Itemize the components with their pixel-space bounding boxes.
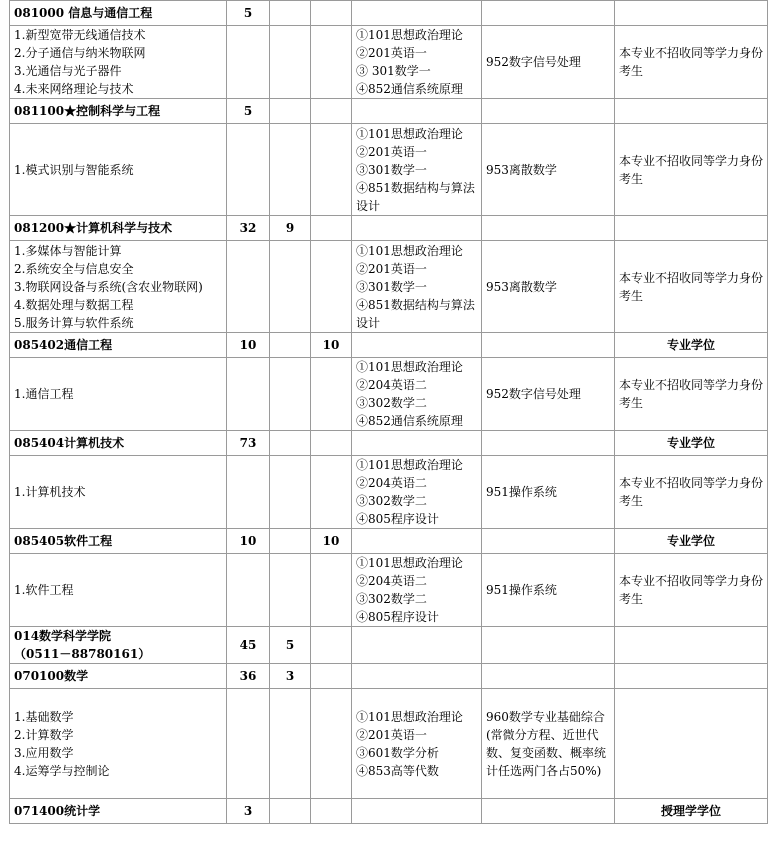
total-count-cell: 32 <box>227 216 270 241</box>
exam-subjects-cell <box>352 431 482 456</box>
exam-subjects-line: ④805程序设计 <box>356 610 439 624</box>
retest-subject-cell <box>482 99 615 124</box>
exempt-count-cell <box>270 799 311 824</box>
program-detail-row <box>10 26 768 99</box>
exam-subjects-line: ④852通信系统原理 <box>356 82 463 96</box>
program-header-row <box>10 99 768 124</box>
exam-subjects-cell <box>352 358 482 431</box>
program-header-row <box>10 799 768 824</box>
retest-subject-cell <box>482 216 615 241</box>
school-phone: （0511－88780161） <box>14 647 151 661</box>
degree-type-cell <box>615 1 768 26</box>
exam-subjects-line: ②204英语二 <box>356 378 427 392</box>
remark-cell: 本专业不招收同等学力身份考生 <box>615 554 768 627</box>
retest-subject-cell: 953离散数学 <box>482 241 615 333</box>
retest-subject-cell: 953离散数学 <box>482 124 615 216</box>
exam-subjects-line: ②201英语一 <box>356 727 427 742</box>
program-detail-row <box>10 456 768 529</box>
exam-subjects-line: ③302数学二 <box>356 592 427 606</box>
total-count-cell: 73 <box>227 431 270 456</box>
program-header-row <box>10 216 768 241</box>
count-cell-empty <box>311 26 352 99</box>
retest-subject-cell <box>482 664 615 689</box>
exam-subjects-line: ③601数学分析 <box>356 745 439 760</box>
remark-cell <box>615 627 768 664</box>
exam-subjects-cell <box>352 124 482 216</box>
program-header-row <box>10 431 768 456</box>
exam-subjects-line: ①101思想政治理论 <box>356 360 463 374</box>
count-cell-empty <box>270 241 311 333</box>
research-directions-cell <box>10 689 227 799</box>
count-cell-empty <box>270 358 311 431</box>
program-header-row <box>10 529 768 554</box>
count-cell-empty <box>227 456 270 529</box>
research-directions-line: 1.软件工程 <box>14 583 74 597</box>
retest-subject-cell: 960数学专业基础综合(常微分方程、近世代数、复变函数、概率统计任选两门各占50%) <box>482 689 615 799</box>
exam-subjects-line: ②201英语一 <box>356 46 427 60</box>
remark-cell: 本专业不招收同等学力身份考生 <box>615 26 768 99</box>
research-directions-line: 1.模式识别与智能系统 <box>14 162 134 177</box>
enrollment-catalog-table <box>9 0 768 824</box>
exempt-count-cell <box>270 1 311 26</box>
program-header-row <box>10 1 768 26</box>
remark-cell: 本专业不招收同等学力身份考生 <box>615 241 768 333</box>
exam-subjects-cell <box>352 799 482 824</box>
exam-subjects-line: ①101思想政治理论 <box>356 126 463 141</box>
parttime-count-cell <box>311 799 352 824</box>
exam-subjects-line: ③302数学二 <box>356 396 427 410</box>
program-name-cell: 071400统计学 <box>10 799 227 824</box>
program-name-cell: 081000 信息与通信工程 <box>10 1 227 26</box>
exempt-count-cell: 5 <box>270 627 311 664</box>
total-count-cell: 36 <box>227 664 270 689</box>
exam-subjects-line: ③ 301数学一 <box>356 64 431 78</box>
exam-subjects-line: ④851数据结构与算法设计 <box>356 180 475 213</box>
retest-subject-cell: 951操作系统 <box>482 456 615 529</box>
count-cell-empty <box>227 124 270 216</box>
research-directions-line: 1.基础数学 <box>14 709 74 724</box>
total-count-cell: 10 <box>227 529 270 554</box>
retest-subject-cell <box>482 1 615 26</box>
program-header-row <box>10 664 768 689</box>
degree-type-cell <box>615 99 768 124</box>
parttime-count-cell: 10 <box>311 333 352 358</box>
total-count-cell: 3 <box>227 799 270 824</box>
exam-subjects-line: ①101思想政治理论 <box>356 458 463 472</box>
exam-subjects-line: ②204英语二 <box>356 476 427 490</box>
exempt-count-cell: 9 <box>270 216 311 241</box>
exam-subjects-line: ③301数学一 <box>356 279 427 294</box>
count-cell-empty <box>311 554 352 627</box>
exam-subjects-line: ①101思想政治理论 <box>356 709 463 724</box>
count-cell-empty <box>227 241 270 333</box>
program-name-cell: 085404计算机技术 <box>10 431 227 456</box>
research-directions-line: 4.数据处理与数据工程 <box>14 297 134 312</box>
parttime-count-cell <box>311 1 352 26</box>
count-cell-empty <box>311 124 352 216</box>
remark-cell: 本专业不招收同等学力身份考生 <box>615 358 768 431</box>
research-directions-cell <box>10 124 227 216</box>
program-name-cell: 085405软件工程 <box>10 529 227 554</box>
program-header-row <box>10 333 768 358</box>
retest-subject-cell <box>482 799 615 824</box>
exam-subjects-cell <box>352 664 482 689</box>
research-directions-line: 4.运筹学与控制论 <box>14 763 110 778</box>
program-name-cell: 081200★计算机科学与技术 <box>10 216 227 241</box>
exempt-count-cell <box>270 529 311 554</box>
program-detail-row <box>10 689 768 799</box>
count-cell-empty <box>311 456 352 529</box>
count-cell-empty <box>270 554 311 627</box>
research-directions-line: 2.计算数学 <box>14 727 74 742</box>
research-directions-line: 1.通信工程 <box>14 387 74 401</box>
exam-subjects-cell <box>352 241 482 333</box>
remark-cell <box>615 689 768 799</box>
degree-type-cell: 专业学位 <box>615 529 768 554</box>
count-cell-empty <box>311 358 352 431</box>
degree-type-cell <box>615 664 768 689</box>
exam-subjects-cell <box>352 529 482 554</box>
retest-subject-cell <box>482 627 615 664</box>
research-directions-line: 3.光通信与光子器件 <box>14 64 122 78</box>
research-directions-line: 3.应用数学 <box>14 745 74 760</box>
school-row <box>10 627 768 664</box>
parttime-count-cell: 10 <box>311 529 352 554</box>
program-name-cell: 070100数学 <box>10 664 227 689</box>
program-detail-row <box>10 124 768 216</box>
exam-subjects-cell <box>352 99 482 124</box>
exempt-count-cell <box>270 431 311 456</box>
exempt-count-cell: 3 <box>270 664 311 689</box>
exam-subjects-line: ②204英语二 <box>356 574 427 588</box>
school-name-cell <box>10 627 227 664</box>
count-cell-empty <box>227 26 270 99</box>
retest-subject-cell: 951操作系统 <box>482 554 615 627</box>
program-detail-row <box>10 554 768 627</box>
research-directions-line: 3.物联网设备与系统(含农业物联网) <box>14 279 203 294</box>
total-count-cell: 45 <box>227 627 270 664</box>
exam-subjects-line: ④805程序设计 <box>356 512 439 526</box>
exam-subjects-cell <box>352 26 482 99</box>
research-directions-line: 4.未来网络理论与技术 <box>14 82 134 96</box>
total-count-cell: 5 <box>227 1 270 26</box>
school-name: 014数学科学学院 <box>14 629 112 643</box>
exempt-count-cell <box>270 333 311 358</box>
research-directions-line: 1.新型宽带无线通信技术 <box>14 28 146 42</box>
parttime-count-cell <box>311 627 352 664</box>
parttime-count-cell <box>311 431 352 456</box>
count-cell-empty <box>227 689 270 799</box>
research-directions-cell <box>10 456 227 529</box>
count-cell-empty <box>270 456 311 529</box>
exam-subjects-cell <box>352 554 482 627</box>
research-directions-line: 1.计算机技术 <box>14 485 86 499</box>
exam-subjects-line: ④852通信系统原理 <box>356 414 463 428</box>
total-count-cell: 10 <box>227 333 270 358</box>
exam-subjects-cell <box>352 627 482 664</box>
count-cell-empty <box>311 689 352 799</box>
program-name-cell: 085402通信工程 <box>10 333 227 358</box>
remark-cell: 本专业不招收同等学力身份考生 <box>615 124 768 216</box>
research-directions-line: 2.系统安全与信息安全 <box>14 261 134 276</box>
exam-subjects-line: ①101思想政治理论 <box>356 28 463 42</box>
count-cell-empty <box>270 26 311 99</box>
research-directions-line: 5.服务计算与软件系统 <box>14 315 134 330</box>
remark-cell: 本专业不招收同等学力身份考生 <box>615 456 768 529</box>
research-directions-cell <box>10 26 227 99</box>
research-directions-line: 1.多媒体与智能计算 <box>14 243 122 258</box>
research-directions-cell <box>10 241 227 333</box>
parttime-count-cell <box>311 216 352 241</box>
degree-type-cell <box>615 216 768 241</box>
count-cell-empty <box>227 358 270 431</box>
retest-subject-cell: 952数字信号处理 <box>482 358 615 431</box>
total-count-cell: 5 <box>227 99 270 124</box>
count-cell-empty <box>227 554 270 627</box>
exempt-count-cell <box>270 99 311 124</box>
exam-subjects-line: ②201英语一 <box>356 144 427 159</box>
degree-type-cell: 专业学位 <box>615 333 768 358</box>
count-cell-empty <box>270 124 311 216</box>
research-directions-cell <box>10 554 227 627</box>
degree-type-cell: 专业学位 <box>615 431 768 456</box>
exam-subjects-cell <box>352 456 482 529</box>
exam-subjects-line: ②201英语一 <box>356 261 427 276</box>
research-directions-cell <box>10 358 227 431</box>
exam-subjects-cell <box>352 216 482 241</box>
exam-subjects-cell <box>352 689 482 799</box>
research-directions-line: 2.分子通信与纳米物联网 <box>14 46 146 60</box>
exam-subjects-line: ③301数学一 <box>356 162 427 177</box>
retest-subject-cell <box>482 529 615 554</box>
parttime-count-cell <box>311 99 352 124</box>
degree-type-cell: 授理学学位 <box>615 799 768 824</box>
exam-subjects-line: ③302数学二 <box>356 494 427 508</box>
program-detail-row <box>10 241 768 333</box>
exam-subjects-line: ①101思想政治理论 <box>356 243 463 258</box>
retest-subject-cell: 952数字信号处理 <box>482 26 615 99</box>
count-cell-empty <box>270 689 311 799</box>
count-cell-empty <box>311 241 352 333</box>
retest-subject-cell <box>482 431 615 456</box>
retest-subject-cell <box>482 333 615 358</box>
exam-subjects-line: ④853高等代数 <box>356 763 439 778</box>
parttime-count-cell <box>311 664 352 689</box>
exam-subjects-line: ①101思想政治理论 <box>356 556 463 570</box>
program-name-cell: 081100★控制科学与工程 <box>10 99 227 124</box>
program-detail-row <box>10 358 768 431</box>
exam-subjects-cell <box>352 1 482 26</box>
exam-subjects-cell <box>352 333 482 358</box>
exam-subjects-line: ④851数据结构与算法设计 <box>356 297 475 330</box>
